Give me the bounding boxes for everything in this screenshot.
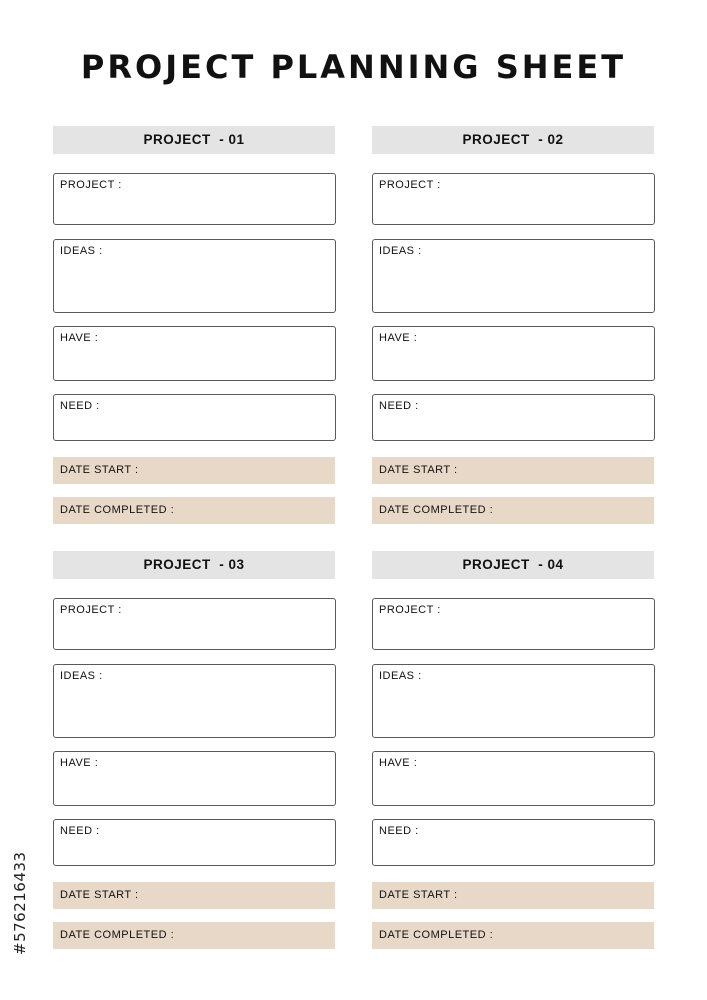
ideas-field-label: IDEAS : — [379, 670, 422, 682]
date-completed-label: DATE COMPLETED : — [60, 504, 175, 516]
project-field-label: PROJECT : — [60, 604, 122, 616]
need-field[interactable] — [372, 819, 655, 866]
have-field-label: HAVE : — [60, 757, 99, 769]
date-completed-label: DATE COMPLETED : — [379, 504, 494, 516]
project-field[interactable] — [53, 173, 336, 225]
date-start-label: DATE START : — [60, 889, 139, 901]
need-field-label: NEED : — [60, 825, 100, 837]
project-field-label: PROJECT : — [60, 179, 122, 191]
date-completed-bar[interactable] — [372, 497, 654, 524]
ideas-field[interactable] — [372, 664, 655, 738]
ideas-field[interactable] — [53, 239, 336, 313]
project-field[interactable] — [372, 173, 655, 225]
have-field[interactable] — [53, 751, 336, 806]
page-title: PROJECT PLANNING SHEET — [80, 48, 627, 86]
date-start-bar[interactable] — [53, 457, 335, 484]
date-start-bar[interactable] — [372, 457, 654, 484]
have-field-label: HAVE : — [379, 332, 418, 344]
project-field-label: PROJECT : — [379, 179, 441, 191]
ideas-field[interactable] — [372, 239, 655, 313]
date-start-bar[interactable] — [372, 882, 654, 909]
ideas-field[interactable] — [53, 664, 336, 738]
have-field[interactable] — [372, 751, 655, 806]
project-header: PROJECT - 04 — [372, 551, 654, 579]
date-start-label: DATE START : — [60, 464, 139, 476]
need-field[interactable] — [53, 394, 336, 441]
need-field[interactable] — [53, 819, 336, 866]
ideas-field-label: IDEAS : — [379, 245, 422, 257]
project-header: PROJECT - 03 — [53, 551, 335, 579]
need-field-label: NEED : — [379, 400, 419, 412]
have-field-label: HAVE : — [379, 757, 418, 769]
ideas-field-label: IDEAS : — [60, 670, 103, 682]
have-field-label: HAVE : — [60, 332, 99, 344]
date-start-label: DATE START : — [379, 464, 458, 476]
project-header: PROJECT - 01 — [53, 126, 335, 154]
date-start-bar[interactable] — [53, 882, 335, 909]
ideas-field-label: IDEAS : — [60, 245, 103, 257]
stock-id-watermark: #576216433 — [11, 851, 29, 955]
need-field-label: NEED : — [379, 825, 419, 837]
project-field[interactable] — [372, 598, 655, 650]
project-field[interactable] — [53, 598, 336, 650]
have-field[interactable] — [372, 326, 655, 381]
need-field-label: NEED : — [60, 400, 100, 412]
have-field[interactable] — [53, 326, 336, 381]
date-completed-bar[interactable] — [372, 922, 654, 949]
date-completed-bar[interactable] — [53, 497, 335, 524]
date-completed-label: DATE COMPLETED : — [379, 929, 494, 941]
date-start-label: DATE START : — [379, 889, 458, 901]
need-field[interactable] — [372, 394, 655, 441]
project-field-label: PROJECT : — [379, 604, 441, 616]
date-completed-bar[interactable] — [53, 922, 335, 949]
project-header: PROJECT - 02 — [372, 126, 654, 154]
date-completed-label: DATE COMPLETED : — [60, 929, 175, 941]
